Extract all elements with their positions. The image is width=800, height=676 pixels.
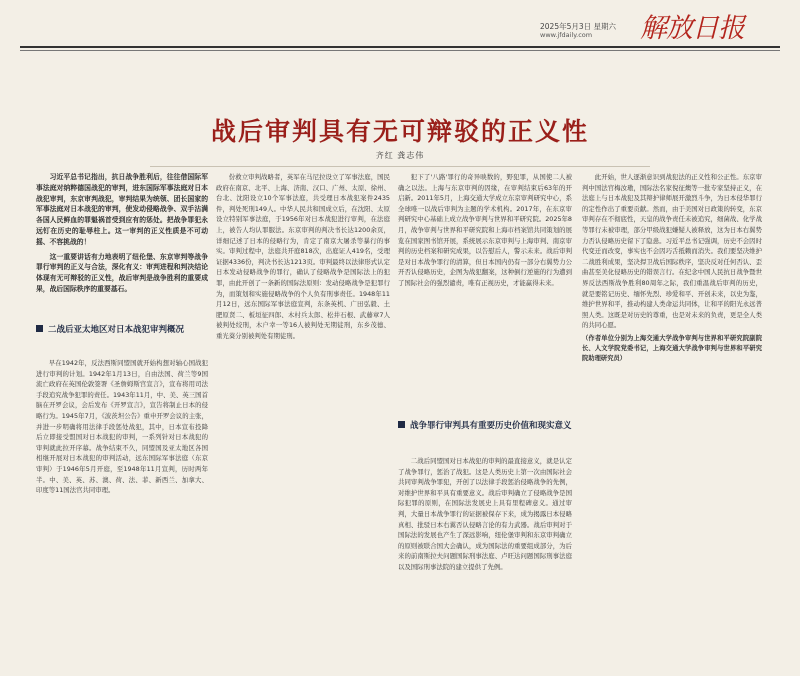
article-column-1 (36, 358, 208, 672)
section-heading-text: 二战后亚太地区对日本战犯审判概况 (48, 325, 185, 335)
body-text: 犯下了'八路'罪行的奇异映数的，野犯罪，从国使二人被确之以法。上海与东京审判的因缘，在审判结束后63年的开启新。2011年5月，上海交通大学成立东京审判研究中心，系全球唯一以战后审判为主题的学术机构。2017年，在东京审判研究中心基础上成立战争审判与世界和平研究院。2025年8月，战争审判与世界和平研究院和上海市档案馆共同策划的展览在国家图书馆开展，系统展示东京审判与上海审判、南京审判的历史档案和研究成果，以告慰后人，警示未来。战后审判是对日本战争罪行的清算，但日本国内仍有一部分右翼势力公开否认侵略历史，企图为战犯翻案，这种倒行逆施的行为遭到了国际社会的强烈谴责，唯有正视历史，才能赢得未来。 (398, 173, 572, 287)
masthead-rule-thin (20, 50, 780, 51)
article-column-3-continued (398, 456, 572, 672)
issue-date: 2025年5月3日 星期六 (540, 22, 617, 31)
article-headline: 战后审判具有无可辩驳的正义性 (210, 117, 589, 146)
body-text: 份救立审判战略者，英军在马尼拉设立了军事法庭，国民政府在南京、北平、上海、济南、汉口、广州、太原、徐州、台北、沈阳设立10个军事法庭，共受理日本战犯案件2435件，判处死刑149人。中华人民共和国成立后，在沈阳、太原设立特别军事法庭，于1956年对日本战犯进行审判，在法庭上，被告人均认罪服法。东京审判的判决书长达1200余页，详细记述了日本的侵略行为，肯定了南京大屠杀等暴行的事实。审判过程中，法庭共开庭818次，出庭证人419名，受理证据4336份，判决书长达1213页。审判最终以法律形式认定日本发动侵略战争的罪行，确认了侵略战争是国际法上的犯罪，由此开创了一条新的国际法原则：发动侵略战争是犯罪行为，而策划和实施侵略战争的个人负有刑事责任。1948年11月12日，远东国际军事法庭宣判，东条英机、广田弘毅、土肥原贤二、板垣征四郎、木村兵太郎、松井石根、武藤章7人被判处绞刑，木户幸一等16人被判处无期徒刑，东乡茂德、重光葵分别被判处有期徒刑。 (216, 173, 390, 340)
section-heading-text: 战争罪行审判具有重要历史价值和现实意义 (410, 421, 572, 431)
square-bullet-icon (398, 421, 405, 428)
article-byline: 齐红 龚志伟 (375, 151, 425, 160)
body-text: 早在1942年，反法西斯同盟国就开始构想对轴心国战犯进行审判的计划。1942年1月13日，自由法国、荷兰等9国流亡政府在英国伦敦签署《圣詹姆斯宫宣言》，宣布将用司法手段追究战争犯罪的责任。1943年11月，中、美、英三国首脑在开罗会议，会后发布《开罗宣言》，宣告将制止日本的侵略行为。1945年7月，《波茨坦公告》重申开罗会议的主张，并进一步明确将用法律手段惩处战犯，其中，日本宣布投降后立即接受盟国对日本战犯的审判，一系列针对日本战犯的审判就此拉开序幕。战争结束不久，同盟国及亚太地区各国相继开展对日本战犯的审判活动，远东国际军事法庭（东京审判）于1946年5月开庭，至1948年11月宣判，历时两年半。中、美、英、苏、澳、荷、法、菲、新西兰、加拿大、印度等11国法官共同审理。 (36, 359, 208, 495)
lead-paragraph: 这一重要讲话有力地表明了纽伦堡、东京审判等战争罪行审判的正义与合法，深化有义：审判进程和判决结论体现有无可辩驳的正义性，战后审判是战争胜利的重要成果，战后国际秩序的重要基石。 (36, 252, 208, 293)
lead-paragraph: 习近平总书记指出，抗日战争胜利后，往往借国际军事法庭对纳粹德国战犯的审判，进东国际军事法庭对日本战犯审判，东京审判战犯，审判结果为统领、团长国家的军事法庭对日本战犯的审判，使发动侵略战争、双手沾满各国人民鲜血的罪魁祸首受到应有的惩处。把战争罪犯永远钉在历史的耻辱柱上。这一审判的正义性质是不可动摇、不容挑战的！ (36, 173, 208, 246)
author-credit: （作者单位分别为上海交通大学战争审判与世界和平研究院副院长、人文学院党委书记，上海交通大学战争审判与世界和平研究院助理研究员） (582, 334, 762, 362)
section-heading (36, 324, 208, 354)
newspaper-logo: 解放日报 (640, 13, 744, 40)
headline-divider (150, 166, 650, 167)
square-bullet-icon (36, 325, 43, 332)
body-text: 二战后同盟国对日本战犯的审判的最直接意义，就是认定了战争罪行，惩治了战犯。这是人类历史上第一次由国际社会共同审判战争罪犯，开创了以法律手段惩治侵略战争的先例，对维护世界和平具有重要意义。战后审判确立了侵略战争是国际犯罪的原则，在国际法发展史上具有里程碑意义。通过审判，大量日本战争罪行的证据被保存下来，成为揭露日本侵略真相、批驳日本右翼否认侵略言论的有力武器。战后审判对于国际法的发展也产生了深远影响，纽伦堡审判和东京审判确立的原则被联合国大会确认，成为国际法的重要组成部分，为后来的前南斯拉夫问题国际刑事法庭、卢旺达问题国际刑事法庭以及国际刑事法院的建立提供了先例。 (398, 457, 572, 571)
article-column-3 (398, 172, 572, 414)
article-column-2 (216, 172, 390, 672)
article-lead (36, 172, 208, 312)
section-heading (398, 420, 572, 450)
website-url[interactable]: www.jfdaily.com (540, 31, 593, 39)
article-column-4 (582, 172, 762, 664)
masthead-rule (20, 46, 780, 48)
body-text: 此开始，世人逐渐意识到战犯法的正义性和公正性。东京审判中国法官梅汝璈，国际法名家倪征燠等一批专家坚持正义，在法庭上与日本战犯及其辩护律师展开激烈斗争，为日本侵华罪行的定性作出了重要贡献。然而，由于美国对日政策的转变，东京审判存在不彻底性，天皇的战争责任未被追究，细菌战、化学战等罪行未被审理，部分甲级战犯嫌疑人被释放，这为日本右翼势力否认侵略历史留下了隐患。习近平总书记强调，历史不会因时代变迁而改变，事实也不会因巧舌抵赖而消失。我们要坚决维护二战胜利成果，坚决捍卫战后国际秩序，坚决反对任何否认、歪曲甚至美化侵略历史的错误言行。在纪念中国人民抗日战争暨世界反法西斯战争胜利80周年之际，我们重温战后审判的历史，就是要铭记历史、缅怀先烈、珍爱和平、开创未来，以史为鉴，维护世界和平，推动构建人类命运共同体，让和平的阳光永远普照人类。这既是对历史的尊重，也是对未来的负责，更是全人类的共同心愿。 (582, 173, 762, 330)
masthead (0, 0, 800, 44)
